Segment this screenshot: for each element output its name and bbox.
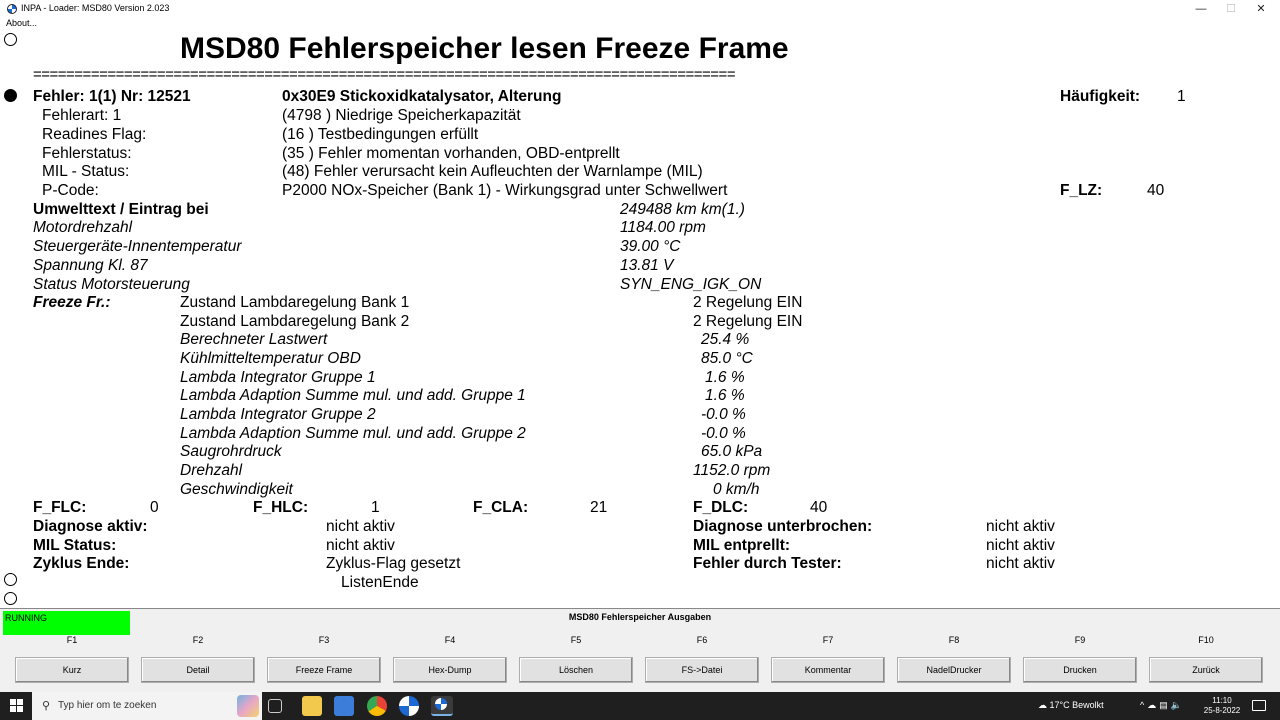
running-indicator: RUNNING [3,611,130,635]
freeze-row-label: Lambda Adaption Summe mul. und add. Gruppe 2 [180,425,526,442]
freeze-row-label: Saugrohrdruck [180,443,282,460]
flz-value: 40 [1147,182,1165,199]
bmw-logo-icon [435,698,447,710]
diag-value: Zyklus-Flag gesetzt [326,555,461,572]
main-content [0,30,1280,608]
counter-label: F_CLA: [473,499,529,516]
fkey-label: F10 [1198,635,1214,645]
haeufigkeit-value: 1 [1177,88,1186,105]
freeze-row-label: Zustand Lambdaregelung Bank 1 [180,294,410,311]
kommentar-button[interactable]: Kommentar [771,657,885,683]
fehler-code: 0x30E9 Stickoxidkatalysator, Alterung [282,88,562,105]
hex-dump-button[interactable]: Hex-Dump [393,657,507,683]
counter-value: 0 [150,499,159,516]
freeze-row-label: Zustand Lambdaregelung Bank 2 [180,313,410,330]
fkey-label: F8 [948,635,960,645]
diag-label: MIL entprellt: [693,537,791,554]
loeschen-button[interactable]: Löschen [519,657,633,683]
fkey-label: F7 [822,635,834,645]
diag-label: Diagnose aktiv: [33,518,148,535]
title-bar [0,0,1280,18]
freeze-label: Freeze Fr.: [33,294,111,311]
fehler-row-label: Fehlerstatus: [42,145,132,162]
file-explorer-icon[interactable] [302,696,322,716]
freeze-row-value: -0.0 % [701,425,746,442]
cloud-icon: ☁ [1038,700,1050,710]
freeze-row-value: 0 km/h [713,481,760,498]
nadeldrucker-button[interactable]: NadelDrucker [897,657,1011,683]
kurz-button[interactable]: Kurz [15,657,129,683]
fs-datei-button[interactable]: FS->Datei [645,657,759,683]
weather-text: 17°C Bewolkt [1049,700,1104,710]
diag-value: nicht aktiv [986,518,1055,535]
freeze-row-label: Lambda Integrator Gruppe 2 [180,406,376,423]
fehler-row-value: (35 ) Fehler momentan vorhanden, OBD-entprellt [282,145,620,162]
diag-label: Fehler durch Tester: [693,555,842,572]
umwelt-row-label: Status Motorsteuerung [33,276,190,293]
radio-marker[interactable] [4,573,17,586]
freeze-row-value: 25.4 % [701,331,750,348]
fkey-label: F3 [318,635,330,645]
umwelt-row-value: SYN_ENG_IGK_ON [620,276,762,293]
store-icon[interactable] [334,696,354,716]
list-end: ListenEnde [341,574,419,591]
counter-label: F_HLC: [253,499,309,516]
freeze-row-label: Drehzahl [180,462,243,479]
umwelt-row-value: 39.00 °C [620,238,681,255]
diag-value: nicht aktiv [326,537,395,554]
diag-value: nicht aktiv [986,537,1055,554]
diag-value: nicht aktiv [326,518,395,535]
fkey-label: F6 [696,635,708,645]
taskbar-search[interactable] [32,692,262,720]
separator-line: ===================================================================================== [33,66,736,83]
drucken-button[interactable]: Drucken [1023,657,1137,683]
fehler-row-label: Readines Flag: [42,126,147,143]
diag-value: nicht aktiv [986,555,1055,572]
fehler-row-label: MIL - Status: [42,163,130,180]
task-view-icon[interactable] [268,699,282,713]
flz-label: F_LZ: [1060,182,1103,199]
freeze-row-value: 2 Regelung EIN [693,313,803,330]
search-highlight-icon [237,695,259,717]
zurueck-button[interactable]: Zurück [1149,657,1263,683]
freeze-row-label: Lambda Integrator Gruppe 1 [180,369,376,386]
freeze-frame-button[interactable]: Freeze Frame [267,657,381,683]
radio-marker-selected[interactable] [4,89,17,102]
menu-about[interactable]: About... [6,18,38,28]
freeze-row-label: Lambda Adaption Summe mul. und add. Gruppe 1 [180,387,526,404]
maximize-button[interactable]: ☐ [1226,3,1236,15]
diag-label: Diagnose unterbrochen: [693,518,873,535]
radio-marker[interactable] [4,592,17,605]
fehler-row-label: Fehlerart: 1 [42,107,122,124]
diag-label: Zyklus Ende: [33,555,130,572]
chrome-icon[interactable] [367,696,387,716]
fehler-row-value: (4798 ) Niedrige Speicherkapazität [282,107,521,124]
window-title: INPA - Loader: MSD80 Version 2.023 [21,3,170,13]
umwelt-row-value: 13.81 V [620,257,674,274]
volume-icon: 🔈 [1170,700,1185,710]
windows-start-icon[interactable] [0,692,32,720]
haeufigkeit-label: Häufigkeit: [1060,88,1141,105]
status-title: MSD80 Fehlerspeicher Ausgaben [568,612,712,622]
inpa-active-icon[interactable] [431,696,453,716]
umwelt-row-label: Motordrehzahl [33,219,133,236]
menu-bar [0,18,1280,30]
inpa-icon[interactable] [399,696,419,716]
taskbar [0,692,1280,720]
freeze-row-label: Geschwindigkeit [180,481,293,498]
freeze-row-value: 1.6 % [705,387,745,404]
close-button[interactable]: ✕ [1256,3,1266,15]
onedrive-icon: ☁ [1147,700,1160,710]
umwelt-header-value: 249488 km km(1.) [620,201,745,218]
clock-date: 25-8-2022 [1203,706,1241,715]
bmw-app-icon [7,4,17,14]
freeze-row-value: 1.6 % [705,369,745,386]
detail-button[interactable]: Detail [141,657,255,683]
fkey-label: F4 [444,635,456,645]
freeze-row-value: 85.0 °C [701,350,753,367]
freeze-row-value: -0.0 % [701,406,746,423]
search-placeholder: Typ hier om te zoeken [58,700,157,711]
umwelt-row-value: 1184.00 rpm [620,219,706,236]
fkey-label: F5 [570,635,582,645]
function-key-bar [0,608,1280,692]
diag-label: MIL Status: [33,537,117,554]
counter-value: 1 [371,499,380,516]
freeze-row-label: Berechneter Lastwert [180,331,328,348]
umwelt-row-label: Spannung Kl. 87 [33,257,148,274]
freeze-row-value: 2 Regelung EIN [693,294,803,311]
fehler-row-value: (16 ) Testbedingungen erfüllt [282,126,479,143]
fkey-label: F1 [66,635,78,645]
fkey-label: F9 [1074,635,1086,645]
freeze-row-label: Kühlmitteltemperatur OBD [180,350,361,367]
weather-widget[interactable] [1038,700,1104,711]
fehler-row-value: P2000 NOx-Speicher (Bank 1) - Wirkungsgrad unter Schwellwert [282,182,728,199]
clock-time: 11:10 [1212,696,1232,705]
notification-icon[interactable] [1252,700,1266,711]
network-icon: ▤ [1159,700,1171,710]
chevron-up-icon: ^ [1140,700,1148,710]
fkey-label: F2 [192,635,204,645]
counter-label: F_FLC: [33,499,87,516]
radio-marker[interactable] [4,33,17,46]
search-icon: ⚲ [42,700,51,712]
counter-value: 21 [590,499,608,516]
clock[interactable] [1200,696,1244,716]
minimize-button[interactable]: — [1195,3,1207,15]
counter-value: 40 [810,499,828,516]
freeze-row-value: 65.0 kPa [701,443,763,460]
page-title: MSD80 Fehlerspeicher lesen Freeze Frame [180,32,789,65]
counter-label: F_DLC: [693,499,749,516]
umwelt-header: Umwelttext / Eintrag bei [33,201,209,218]
fehler-label: Fehler: 1(1) Nr: 12521 [33,88,191,105]
fehler-row-label: P-Code: [42,182,99,199]
freeze-row-value: 1152.0 rpm [693,462,771,479]
fehler-row-value: (48) Fehler verursacht kein Aufleuchten der Warnlampe (MIL) [282,163,703,180]
umwelt-row-label: Steuergeräte-Innentemperatur [33,238,242,255]
system-tray[interactable] [1140,700,1185,711]
